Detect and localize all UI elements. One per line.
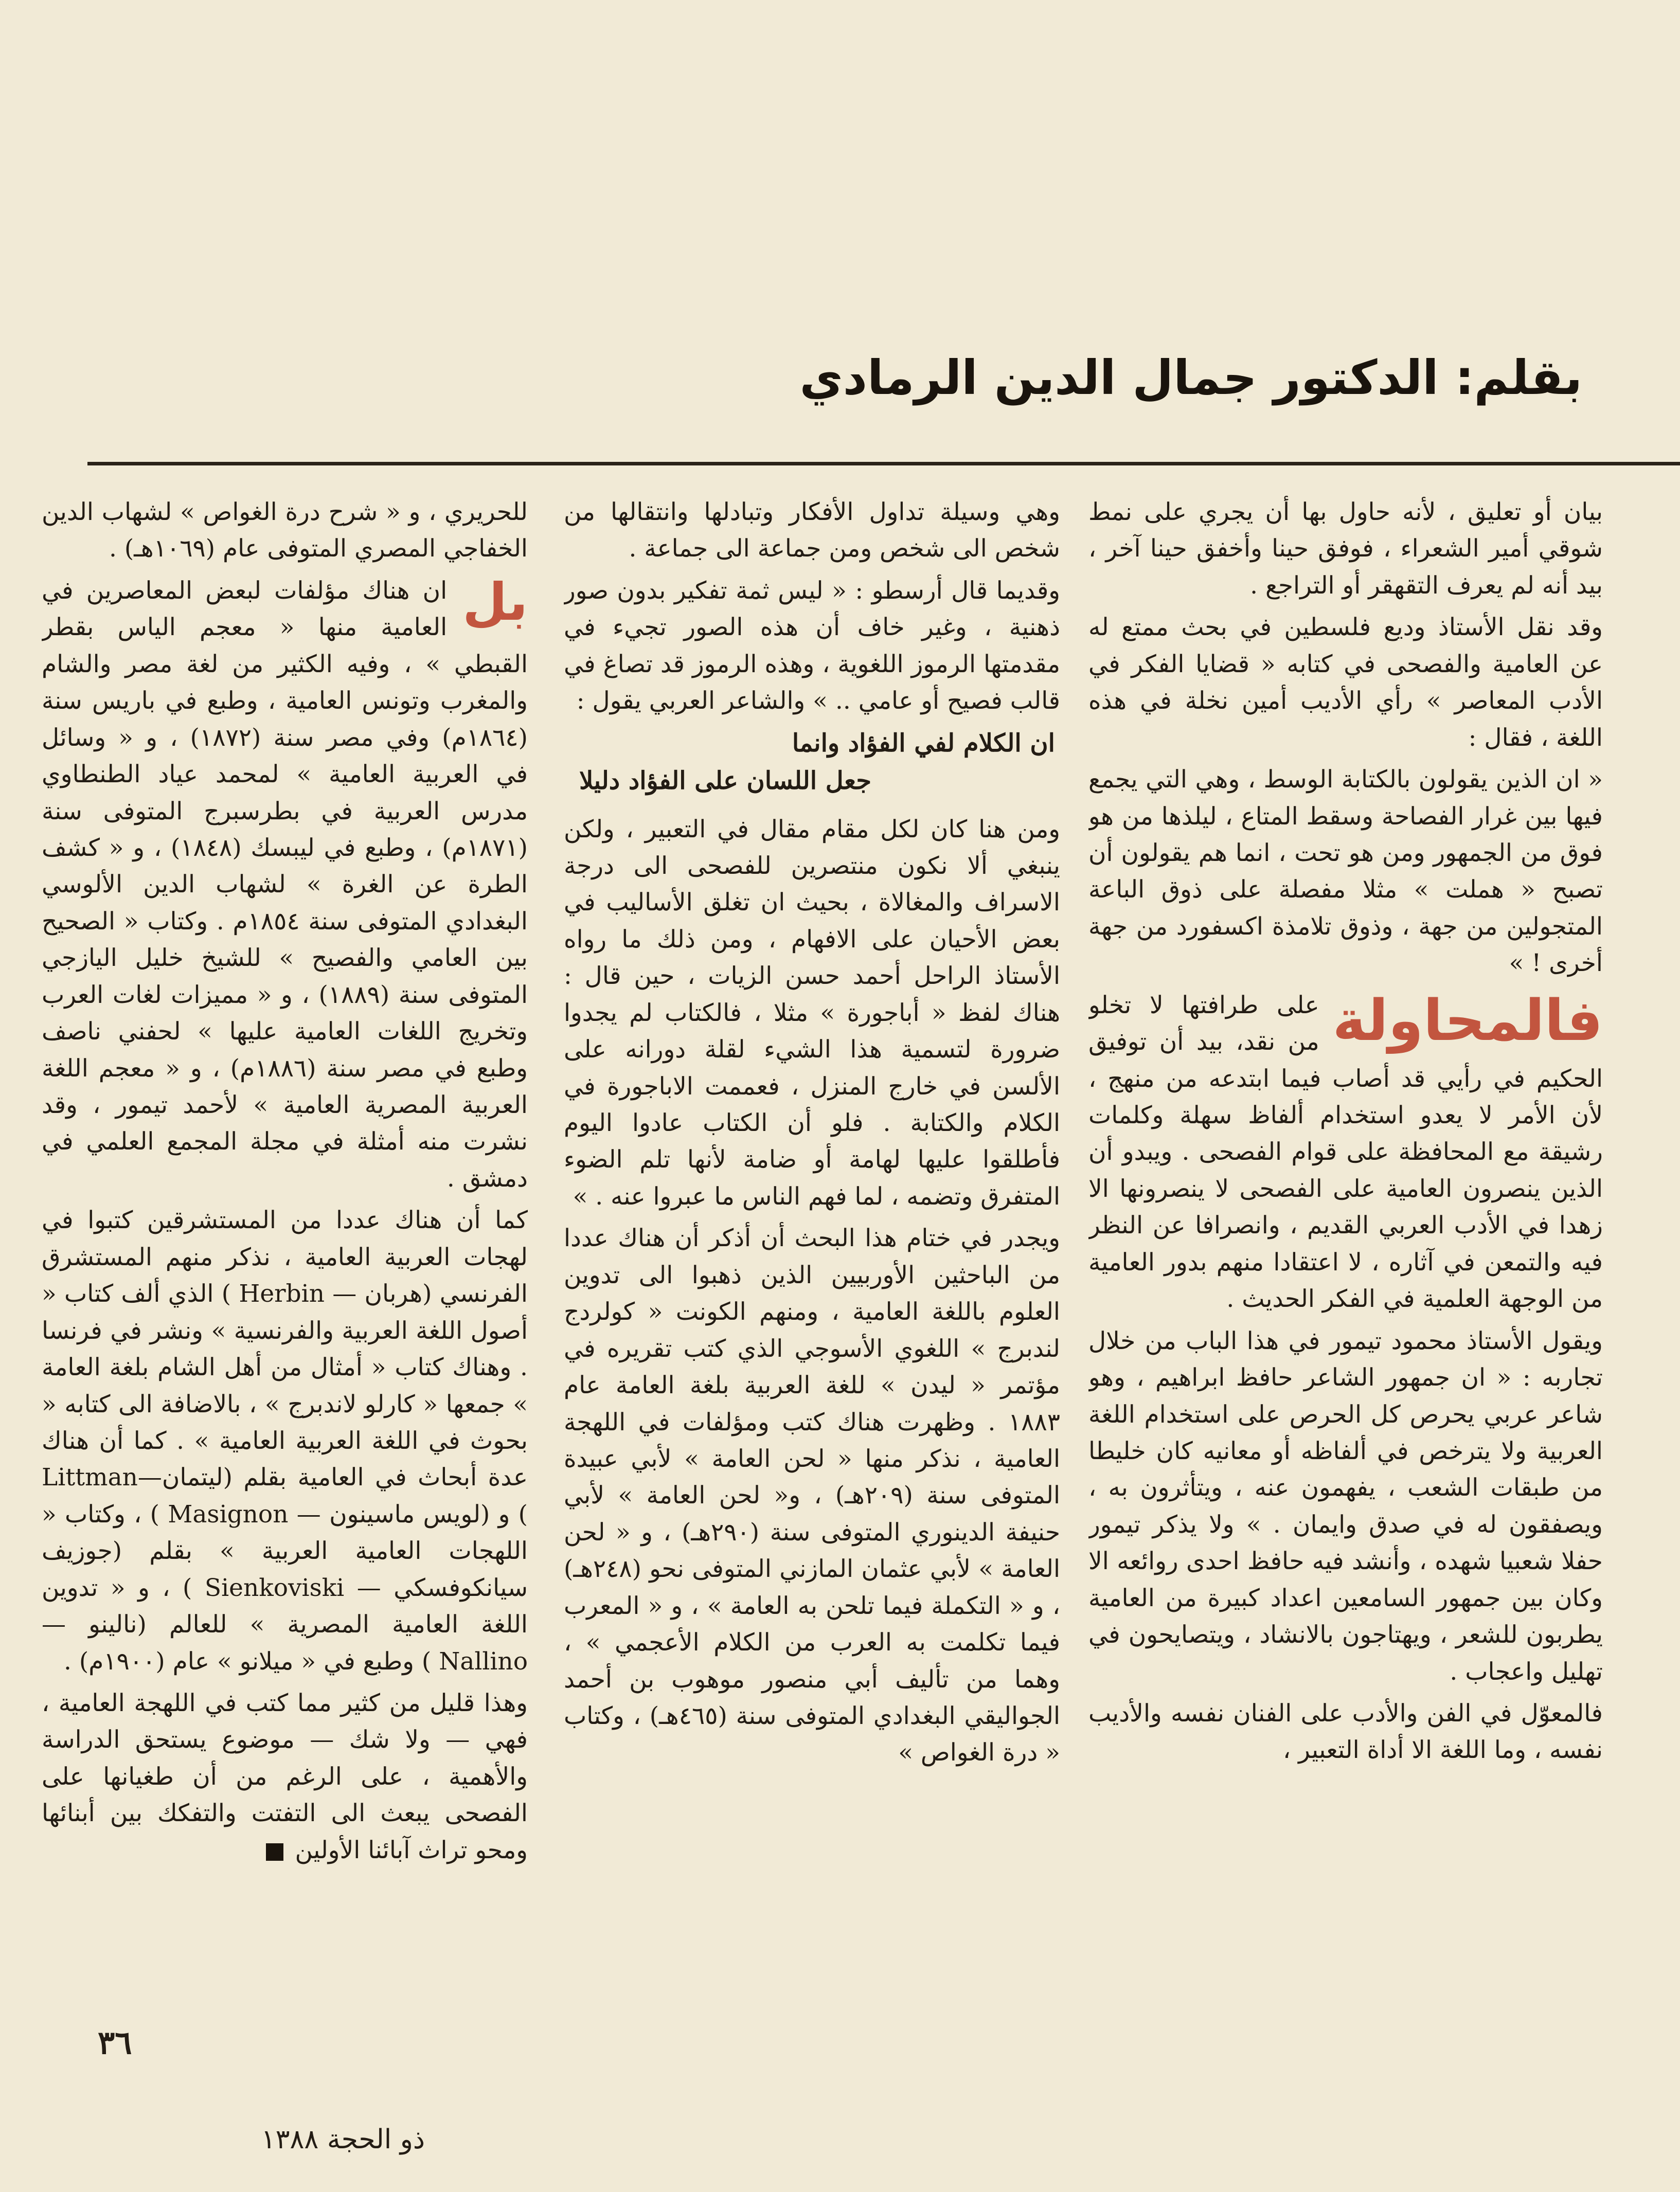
paragraph: كما أن هناك عددا من المستشرقين كتبوا في لهجات العربية العامية ، نذكر منهم المستشرق الفرنسي (هربان — Herbin ) الذي ألف كتاب « أصول اللغة العربية والفرنسية » ونشر في فرنسا . وهناك كتاب « أمثال من أهل الشام بلغة العامة » جمعها « كارلو لاندبرج » ، بالاضافة الى كتابه « بحوث في اللغة العربية العامية » . كما أن هناك عدة أبحاث في العامية بقلم (ليتمان—Littman ) و (لويس ماسينون — Masignon ) ، وكتاب « اللهجات العامية العربية » بقلم (جوزيف سيانكوفسكي — Sienkoviski ) ، و « تدوين اللغة العامية المصرية » للعالم (نالينو — Nallino ) وطبع في « ميلانو » عام (١٩٠٠م) .: [42, 1206, 528, 1676]
column-left: [42, 494, 528, 1985]
paragraph: بيان أو تعليق ، لأنه حاول بها أن يجري على نمط شوقي أمير الشعراء ، فوفق حينا وأخفق حينا آخر ، بيد أنه لم يعرف التقهقر أو التراجع .: [1088, 498, 1603, 600]
poetry-verse: [564, 725, 1060, 800]
section-headword: بل: [462, 571, 528, 632]
issue-date: ذو الحجة ١٣٨٨: [261, 2124, 425, 2155]
column-right: [1088, 494, 1603, 1985]
paragraph: وهذا قليل من كثير مما كتب في اللهجة العامية ، فهي — ولا شك — موضوع يستحق الدراسة والأهمية ، على الرغم من أن طغيانها على الفصحى يبعث الى التفتت والتفكك بين أبنائها ومحو تراث آبائنا الأولين: [42, 1689, 528, 1864]
paragraph: ومن هنا كان لكل مقام مقال في التعبير ، ولكن ينبغي ألا نكون منتصرين للفصحى الى درجة الاسراف والمغالاة ، بحيث ان تغلق الأساليب في بعض الأحيان على الافهام ، ومن ذلك ما رواه الأستاذ الراحل أحمد حسن الزيات ، حين قال : هناك لفظ « أباجورة » مثلا ، فالكتاب لم يجدوا ضرورة لتسمية هذا الشيء لقلة دورانه على الألسن في خارج المنزل ، فعممت الاباجورة في الكلام والكتابة . فلو أن الكتاب عادوا اليوم فأطلقوا عليها لهامة أو ضامة لأنها تلم الضوء المتفرق وتضمه ، لما فهم الناس ما عبروا عنه . »: [564, 815, 1060, 1211]
section-headword: فالمحاولة: [1332, 987, 1603, 1053]
column-middle: [564, 494, 1060, 1985]
paragraph: وهي وسيلة تداول الأفكار وتبادلها وانتقالها من شخص الى شخص ومن جماعة الى جماعة .: [564, 498, 1060, 563]
verse-hemistich-2: جعل اللسان على الفؤاد دليلا: [579, 766, 871, 795]
end-mark-icon: [266, 1843, 283, 1861]
paragraph: وقد نقل الأستاذ وديع فلسطين في بحث ممتع له عن العامية والفصحى في كتابه « قضايا الفكر في الأدب المعاصر » رأي الأديب أمين نخلة في هذه اللغة ، فقال :: [1088, 613, 1603, 752]
author-byline: بقلم: الدكتور جمال الدين الرمادي: [799, 350, 1582, 405]
paragraph: ويقول الأستاذ محمود تيمور في هذا الباب من خلال تجاربه : « ان جمهور الشاعر حافظ ابراهيم ، وهو شاعر عربي يحرص كل الحرص على استخدام اللغة العربية ولا يترخص في ألفاظه أو معانيه كان خليطا من طبقات الشعب ، يفهمون عنه ، ويتأثرون به ، ويصفقون له في صدق وايمان . » ولا يذكر تيمور حفلا شعبيا شهده ، وأنشد فيه حافظ احدى روائعه الا وكان بين جمهور السامعين اعداد كبيرة من العامية يطربون للشعر ، ويهتاجون بالانشاد ، ويتصايحون في تهليل واعجاب .: [1088, 1326, 1603, 1686]
paragraph: وقديما قال أرسطو : « ليس ثمة تفكير بدون صور ذهنية ، وغير خاف أن هذه الصور تجيء في مقدمتها الرموز اللغوية ، وهذه الرموز قد تصاغ في قالب فصيح أو عامي .. » والشاعر العربي يقول :: [564, 576, 1060, 715]
paragraph: على طرافتها لا تخلو من نقد، بيد أن توفيق الحكيم في رأيي قد أصاب فيما ابتدعه من منهج ، لأن الأمر لا يعدو استخدام ألفاظ سهلة وكلمات رشيقة مع المحافظة على قوام الفصحى . ويبدو أن الذين ينصرون العامية على الفصحى لا ينصرونها الا زهدا في الأدب العربي القديم ، وانصرافا عن النظر فيه والتمعن في آثاره ، لا اعتقادا منهم بدور العامية من الوجهة العلمية في الفكر الحديث .: [1088, 991, 1603, 1314]
quote-paragraph: « ان الذين يقولون بالكتابة الوسط ، وهي التي يجمع فيها بين غرار الفصاحة وسقط المتاع ، ليلذها من هو فوق من الجمهور ومن هو تحت ، انما هم يقولون أن تصبح « هملت » مثلا مفصلة على ذوق الباعة المتجولين من جهة ، وذوق تلامذة اكسفورد من جهة أخرى ! »: [1088, 765, 1603, 978]
paragraph: للحريري ، و « شرح درة الغواص » لشهاب الدين الخفاجي المصري المتوفى عام (١٠٦٩هـ) .: [42, 498, 528, 563]
header-rule: [87, 462, 1680, 465]
page-number: ٣٦: [98, 2024, 132, 2061]
paragraph: ان هناك مؤلفات لبعض المعاصرين في العامية منها « معجم الياس بقطر القبطي » ، وفيه الكثير من لغة مصر والشام والمغرب وتونس العامية ، وطبع في باريس سنة (١٨٦٤م) وفي مصر سنة (١٨٧٢) ، و « وسائل في العربية العامية » لمحمد عياد الطنطاوي مدرس العربية في بطرسبرج المتوفى سنة (١٨٧١م) ، وطبع في ليبسك (١٨٤٨) ، و « كشف الطرة عن الغرة » لشهاب الدين الألوسي البغدادي المتوفى سنة ١٨٥٤م . وكتاب « الصحيح بين العامي والفصيح » للشيخ خليل اليازجي المتوفى سنة (١٨٨٩) ، و « مميزات لغات العرب وتخريج اللغات العامية عليها » لحفني ناصف وطبع في مصر سنة (١٨٨٦م) ، و « معجم اللغة العربية المصرية العامية » لأحمد تيمور ، وقد نشرت منه أمثلة في مجلة المجمع العلمي في دمشق .: [42, 576, 528, 1193]
verse-hemistich-1: ان الكلام لفي الفؤاد وانما: [792, 728, 1055, 758]
paragraph: فالمعوّل في الفن والأدب على الفنان نفسه والأديب نفسه ، وما اللغة الا أداة التعبير ،: [1088, 1699, 1603, 1765]
paragraph: ويجدر في ختام هذا البحث أن أذكر أن هناك عددا من الباحثين الأوربيين الذين ذهبوا الى تدوين العلوم باللغة العامية ، ومنهم الكونت « كولردج لندبرج » اللغوي الأسوجي الذي كتب تقريره في مؤتمر « ليدن » للغة العربية بلغة العامة عام ١٨٨٣ . وظهرت هناك كتب ومؤلفات في اللهجة العامية ، نذكر منها « لحن العامة » لأبي عبيدة المتوفى سنة (٢٠٩هـ) ، و« لحن العامة » لأبي حنيفة الدينوري المتوفى سنة (٢٩٠هـ) ، و « لحن العامة » لأبي عثمان المازني المتوفى نحو (٢٤٨هـ) ، و « التكملة فيما تلحن به العامة » ، و « المعرب فيما تكلمت به العرب من الكلام الأعجمي » ، وهما من تأليف أبي منصور موهوب بن أحمد الجواليقي البغدادي المتوفى سنة (٤٦٥هـ) ، وكتاب « درة الغواص »: [564, 1224, 1060, 1767]
